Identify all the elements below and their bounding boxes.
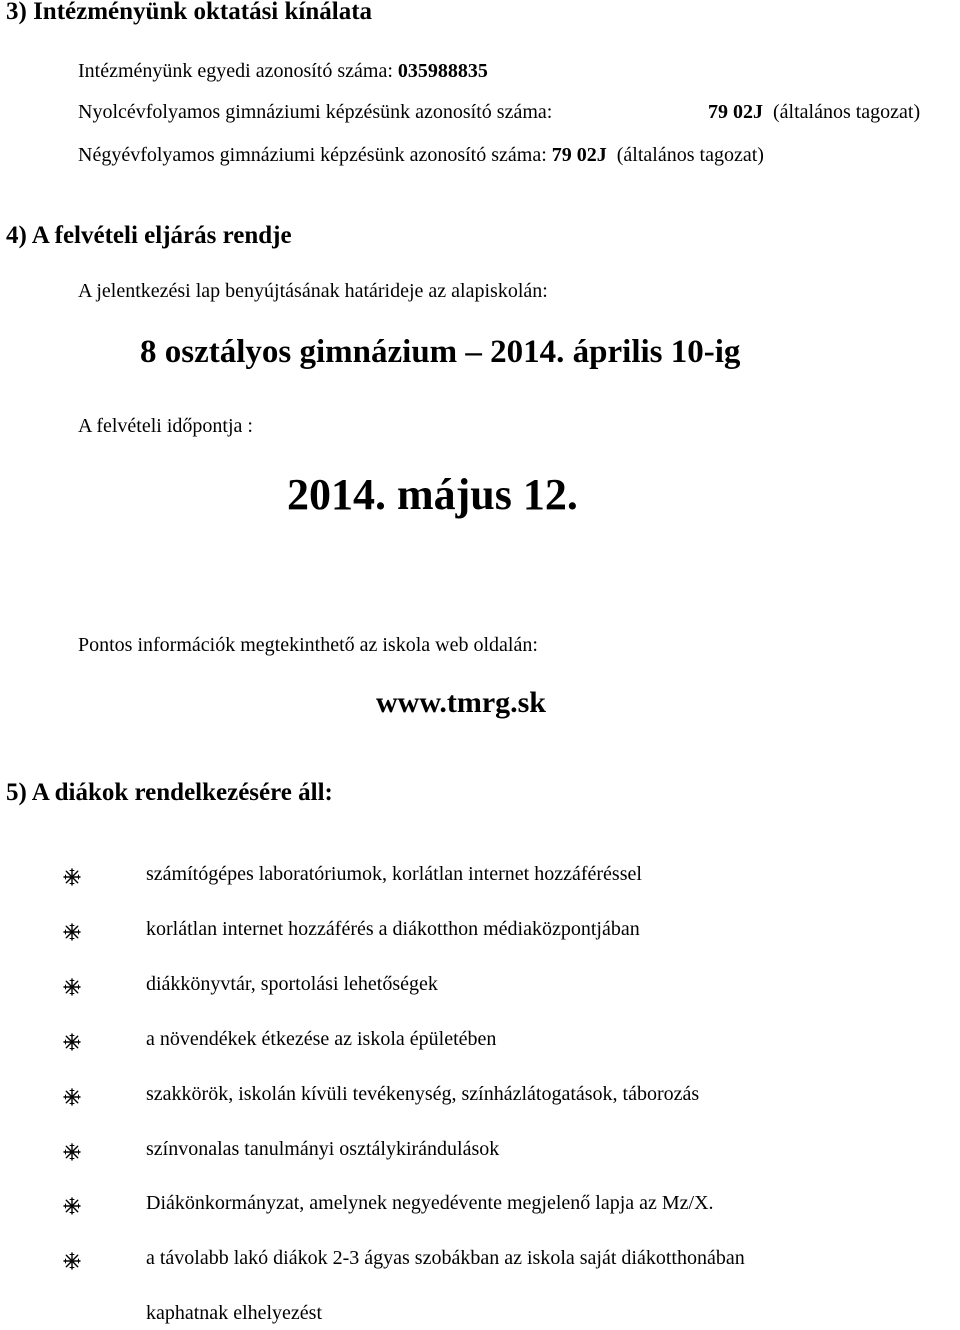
eight-year-code-line (708, 101, 920, 124)
facility-list-item: kaphatnak elhelyezést (146, 1302, 323, 1325)
four-year-note: (általános tagozat) (616, 144, 764, 166)
eight-year-code: 79 02J (708, 101, 763, 123)
section-4-heading: 4) A felvételi eljárás rendje (6, 222, 292, 249)
snowflake-bullet-icon (63, 923, 81, 941)
deadline-label: A jelentkezési lap benyújtásának határideje az alapiskolán: (78, 280, 548, 302)
info-label: Pontos információk megtekinthető az iskola web oldalán: (78, 634, 538, 656)
institution-id-value: 035988835 (397, 60, 488, 82)
snowflake-bullet-icon (63, 1088, 81, 1106)
facility-list-item: számítógépes laboratóriumok, korlátlan internet hozzáféréssel (146, 863, 642, 885)
deadline-value: 8 osztályos gimnázium – 2014. április 10-ig (140, 334, 741, 370)
snowflake-bullet-icon (63, 1143, 81, 1161)
facility-list-item: a távolabb lakó diákok 2-3 ágyas szobákban az iskola saját diákotthonában (146, 1247, 745, 1270)
snowflake-bullet-icon (63, 868, 81, 886)
facility-list-item: korlátlan internet hozzáférés a diákotthon médiaközpontjában (146, 917, 640, 940)
facility-list-item: a növendékek étkezése az iskola épületében (146, 1027, 497, 1050)
snowflake-bullet-icon (63, 1197, 81, 1215)
institution-id-line (78, 60, 488, 83)
snowflake-bullet-icon (63, 1033, 81, 1051)
exam-label: A felvételi időpontja : (78, 415, 253, 437)
eight-year-note: (általános tagozat) (773, 101, 921, 123)
facility-list-item: Diákönkormányzat, amelynek negyedévente megjelenő lapja az Mz/X. (146, 1192, 714, 1215)
website-link[interactable]: www.tmrg.sk (376, 686, 546, 719)
institution-id-label: Intézményünk egyedi azonosító száma: (78, 60, 398, 82)
snowflake-bullet-icon (63, 978, 81, 996)
eight-year-label: Nyolcévfolyamos gimnáziumi képzésünk azonosító száma: (78, 101, 553, 123)
snowflake-bullet-icon (63, 1252, 81, 1270)
facility-list-item: diákkönyvtár, sportolási lehetőségek (146, 972, 438, 995)
four-year-code: 79 02J (551, 144, 607, 166)
facility-list-item: szakkörök, iskolán kívüli tevékenység, színházlátogatások, táborozás (146, 1082, 700, 1105)
exam-date: 2014. május 12. (287, 470, 578, 519)
four-year-label: Négyévfolyamos gimnáziumi képzésünk azonosító száma: (78, 144, 547, 166)
four-year-line (78, 144, 764, 167)
facility-list-item: színvonalas tanulmányi osztálykirándulások (146, 1137, 500, 1160)
section-5-heading: 5) A diákok rendelkezésére áll: (6, 779, 333, 806)
section-3-heading: 3) Intézményünk oktatási kínálata (6, 0, 373, 25)
